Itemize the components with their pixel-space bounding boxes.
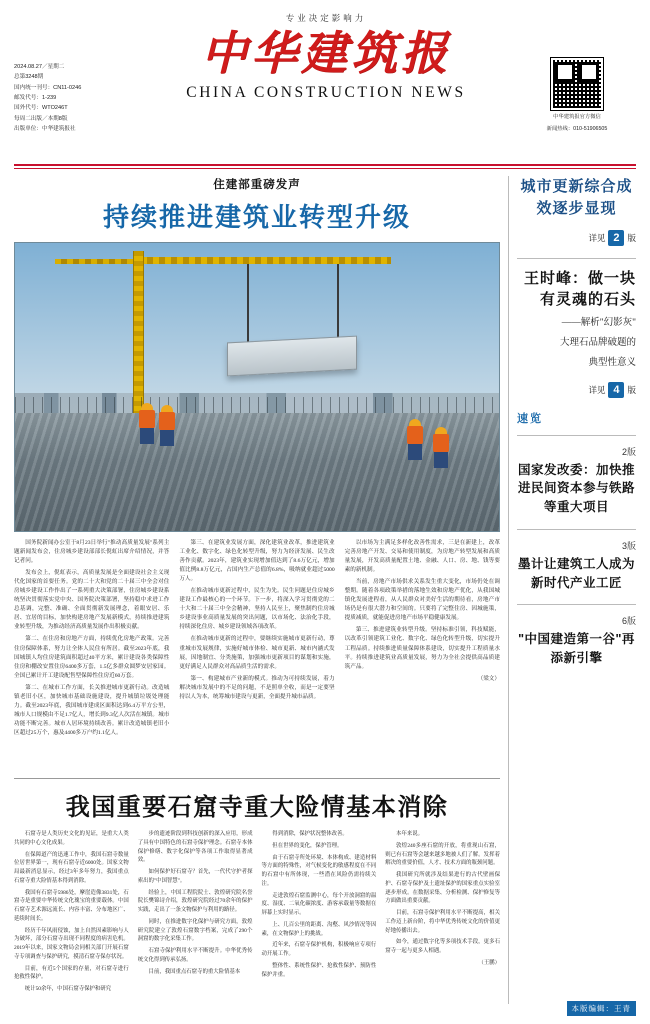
second-paragraph: 但在世界的变化，保护管理。 <box>272 842 343 849</box>
list-item[interactable] <box>517 539 636 593</box>
second-paragraph: 本年来说。 <box>396 831 424 837</box>
second-paragraph: 目前，我国重点石窟寺的重大险情基本 <box>148 968 241 975</box>
vest-shape <box>139 410 155 428</box>
brief-title: 国家发改委：加快推进民间资本参与铁路等重大项目 <box>517 462 635 515</box>
second-paragraph: 得到消除，保护状况整体改善。 <box>272 831 348 837</box>
masthead-info-line: 出版单位：中华建筑报社 <box>14 126 76 133</box>
second-paragraph: 经历千年风雨侵蚀，加上自然因素影响与人为破坏，部分石窟寺出现不同程度的病害危机。2019年以来，国家文物局会同相关部门开展石窟寺专项调查与保护研究，摸清石窟寺保存状况。 <box>14 927 129 960</box>
second-paragraph: 石窟寺是人类历史文化的见证，是重大人类共同的中心文化成果。 <box>14 831 129 846</box>
helmet-icon <box>409 419 421 426</box>
qr-caption-wechat: 中华建筑报官方微信 <box>553 114 601 120</box>
sidebar-divider <box>517 529 636 530</box>
ref-label: 详见 <box>588 384 606 395</box>
lead-paragraph: 在推动城市更新的过程中，要继续实施城市更新行动，尊重城市发展规律，实施好城市体检、城市更新、城市内涵式发展，因地制宜、分类施策，加强城市更新项目的谋划和实施，更好满足人民群众对高品质生活的需求。 <box>179 636 335 670</box>
lead-paragraph: 国务院新闻办公室于8月23日举行"推动高质量发展"系列主题新闻发布会，住房城乡建设部部长倪虹出席介绍情况，并答记者问。 <box>14 540 170 565</box>
lead-paragraph: 第二、在城市工作方面，长关推进城市更新行动。改造城镇老旧小区，加快城市基础设施建设，提升城镇垃圾处理能力。截至2023年底，我国城市建成区面积达到6.4万平方公里，城市人口规模由不足1.7亿人，增长到9.3亿人次活在城镇。城市功能不断完善。城市人居环境持续改善。累计改造城镇老旧小区超过25万个，惠及4400多万户约1.1亿人。 <box>14 684 170 736</box>
second-paragraph: 如何保护好石窟寺？首先，一代代守护者探索出的"中国智慧"。 <box>137 869 253 884</box>
brief-title: "中国建造第一谷"再添新引擎 <box>518 632 635 666</box>
masthead <box>14 10 636 160</box>
worker-figure <box>159 405 175 445</box>
lead-paragraph: 当前，房地产市场供求关系发生重大变化，市场仍处在调整期。随着各项政策举措的落地生效和房地产优化，从我国城镇化发展进程看，从人民群众对美好生活的期待看，房地产市场仍是有很大潜力和空间的。只要将了完整住房、因城施策，提质减质，就能促进房地产市场平稳健康发展。 <box>344 579 500 622</box>
lead-article-body <box>14 539 500 771</box>
second-paragraph: 目前，石窟寺保护利用水平不断提高，相关工作迈上新台阶，将中华优秀传统文化的价值更好地传播出去。 <box>385 910 500 934</box>
second-paragraph: 目前，有近5个国家的存量，对石窟寺进行抢救性保护。 <box>14 965 129 981</box>
helmet-icon <box>161 405 173 412</box>
masthead-subtitle: CHINA CONSTRUCTION NEWS <box>186 84 466 102</box>
legs-shape <box>408 444 422 460</box>
masthead-title: 中华建筑报 <box>201 28 451 79</box>
page-body <box>14 176 636 1004</box>
brief-page-number: 2版 <box>621 446 636 457</box>
sidebar-second-subline: ——解析"幻影灰" <box>561 318 636 328</box>
masthead-info-line: 国外代号：WTO246T <box>14 105 68 112</box>
worker-figure <box>139 403 155 443</box>
brief-page-number: 6版 <box>621 616 636 627</box>
vest-shape <box>159 412 175 430</box>
qr-caption-hotline: 新闻热线：010-51906505 <box>546 126 608 132</box>
lead-paragraph: 第三、在建筑业发展方面，深化建筑业改革，推进建筑业工业化、数字化、绿色化转型升级，努力为经济发展、民生改善作贡献。2023年，建筑业实现增加值达到了8.6万亿元，增加值比例8.8万亿元，占国内生产总值的6.8%，吸纳就业超过5000万人。 <box>179 540 335 583</box>
second-paragraph: 上、几百公里的距离、沟壑、风沙情况等因素，在文物保护上的挑战。 <box>261 921 377 937</box>
sidebar-second-subline: 大理石品牌破题的 <box>559 338 636 349</box>
list-item[interactable] <box>517 445 636 517</box>
lead-paragraph: 第二、在住房和房地产方面，持续优化房地产政策。完善住房保障体系，努力让全体人民住有所居。截至2023年底，我国城镇人均住房建筑面积超过40平方米，累计建设各类保障性住房和棚改安置住房6400多万套，1.5亿多群众圆梦安居家园。全国已累计开工建设配售型保障性住房近60万套。 <box>14 636 170 679</box>
lead-kicker: 住建部重磅发声 <box>213 179 301 191</box>
legs-shape <box>434 452 448 468</box>
lead-paragraph: 发布会上，倪虹表示，高质量发展是全面建设社会主义现代化国家的首要任务。党的二十大和党的二十届三中全会对住房城乡建设工作作出了一系列重大决策部署，住房城乡建设系统坚决贯彻落实党中央、国务院决策部署，坚持稳中求进工作总基调，完整、准确、全面贯彻新发展理念，着眼安居、乐居、宜居的目标，加快构建房地产发展新模式，持续推进建筑业转型升级，为推动经济高质量发展作出积极贡献。 <box>14 570 170 631</box>
masthead-info-line: 国内统一刊号：CN11-0246 <box>14 84 82 91</box>
lead-paragraph: 第一、构建城市产业新的模式。推动为可持续发展，着力解决城市发展中的不足的问题，不是照单全收，而是一定要坚持以人为本，统筹城市建设与更新，全面提升城市品质。 <box>179 675 335 700</box>
helmet-icon <box>141 403 153 410</box>
legs-shape <box>140 428 154 444</box>
sidebar-divider <box>517 604 636 605</box>
second-paragraph: 近年来，石窟寺保护机构，积极响应专项行动开展工作。 <box>261 942 377 957</box>
lead-headline: 持续推进建筑业转型升级 <box>102 202 411 232</box>
second-paragraph: 我国研究所就涉及结果进行的古代壁画保护、石窟寺保护及土遗址保护的国家重点实验室逐步形成。在数据采集、分析检测、保护修复等方面做出重要贡献。 <box>385 872 500 905</box>
crane-jib <box>141 257 391 264</box>
sidebar-divider <box>517 435 636 436</box>
photo-deck <box>15 413 499 531</box>
lead-article-column <box>179 539 334 771</box>
helmet-icon <box>435 427 447 434</box>
masthead-rule-thick <box>14 164 636 166</box>
brief-title: 墨计让建筑工人成为新时代产业工匠 <box>517 556 635 590</box>
masthead-qr-block <box>518 10 636 134</box>
sidebar-top-page-ref[interactable] <box>517 230 636 246</box>
sidebar-second-page-ref[interactable] <box>517 382 636 398</box>
masthead-rule-thin <box>14 168 636 169</box>
vest-shape <box>407 426 423 444</box>
second-paragraph: 步的遗迹阶段到科技创新的深入应用，形成了具有中国特色的石窟寺保护理念。石窟寺本体保护修缮、数字化保护等各项工作取得显著成效。 <box>137 831 253 864</box>
masthead-info-line: 邮发代号：1-239 <box>14 95 57 102</box>
brief-page-number: 3版 <box>621 540 636 551</box>
masthead-info-line: 总第3248期 <box>14 74 44 81</box>
masthead-publication-info <box>14 10 134 134</box>
lead-byline: （梁文） <box>477 675 500 682</box>
ref-suffix: 版 <box>627 232 636 243</box>
sidebar-second-headline[interactable]: 王时峰：做一块有灵魂的石头 <box>523 269 636 309</box>
crane-cable <box>337 264 339 342</box>
lead-photo <box>14 242 500 532</box>
second-paragraph: 在保障道产的迅速工作中，我国石窟寺数量位居世界第一，现有石窟寺近6000处。国家文物局最新消息显示，经过3年多年努力，我国重点石窟寺重大险情基本得到消除。 <box>14 851 129 884</box>
page-number-badge: 4 <box>608 382 624 398</box>
sidebar-top-headline[interactable]: 城市更新综合成效逐步显现 <box>520 178 633 217</box>
qr-code-icon[interactable] <box>551 58 603 110</box>
main-column <box>14 176 500 1004</box>
sidebar-second-subline: 典型性意义 <box>588 358 636 369</box>
worker-figure <box>433 427 449 467</box>
second-headline: 我国重要石窟寺重大险情基本消除 <box>65 794 449 821</box>
second-paragraph: 如今，通过数字化等多项技术手段，更多石窟寺一起与更多人相遇。 <box>385 939 500 954</box>
lead-paragraph: 第三、推进建筑业转型升级。坚持标准引领，科技赋能，以改革引领建筑工业化、数字化、绿色化转型升级，切实提升工程品质。持续推进质量保障体系建设，切实提升工程质量水平。持续推进建筑业高质量发展，努力为全社会提供高品质建筑产品。 <box>344 627 500 670</box>
lead-article-column <box>345 539 500 771</box>
crane-cable <box>247 264 249 342</box>
lifted-concrete-panel <box>227 336 357 377</box>
masthead-info-line: 每周二出版／本期8版 <box>14 115 68 122</box>
section-divider <box>14 778 500 779</box>
masthead-center <box>134 10 518 102</box>
page-editor-credit: 本版编辑：王青 <box>567 1001 637 1016</box>
second-article-body <box>14 830 500 1000</box>
second-paragraph: 统计50余年，中国石窟寺保护和研究 <box>24 986 112 992</box>
second-paragraph: 走进敦煌石窟监测中心，每个开放洞窟的温度、湿度、二氧化碳浓度、游客承载量等数据在屏幕上实时显示。 <box>261 892 377 916</box>
second-paragraph: 经验上，中国工程院院士、敦煌研究院名誉院长樊锦诗介绍，敦煌研究院经过70余年的保护实践，走出了一条文物保护与利用的路径。 <box>137 889 253 913</box>
sidebar-brief-section-label: 速览 <box>517 412 543 425</box>
second-paragraph: 由于石窟寺所处环境、本体构成、建造材料等方面的特殊性，对气候变化的敏感程度在不同的石窟中有所体现，一些潜在风险仍需持续关注。 <box>261 854 377 887</box>
second-paragraph: 石窟寺保护利用水平不断提升。中华优秀传统文化得到传承弘扬。 <box>137 948 253 963</box>
lead-article-column <box>14 539 169 771</box>
masthead-info-line: 2024.08.27／星期二 <box>14 64 65 70</box>
second-article-column <box>138 830 253 1000</box>
second-article-column <box>262 830 377 1000</box>
sidebar <box>508 176 636 1004</box>
second-article-column <box>14 830 129 1000</box>
worker-figure <box>407 419 423 459</box>
second-paragraph: 我国有石窟寺5986处，摩崖造像3831处，石窟寺是重要中华传统文化瑰宝的重要载体。中国石窟寺艺术源远流长、内容丰富、分布地区广、延续时间长。 <box>14 889 129 922</box>
second-article-column <box>385 830 500 1000</box>
second-byline: （王鹏） <box>478 959 500 966</box>
second-paragraph: 整体性、系统性保护、抢救性保护、预防性保护并重。 <box>261 962 377 978</box>
crane-counter-jib <box>55 259 143 264</box>
second-paragraph: 同时，在推进数字化保护与研究方面，敦煌研究院建立了敦煌石窟数字档案，完成了290个洞窟的数字化采集工作。 <box>137 918 253 943</box>
lead-paragraph: 以市场为主满足多样化改善性需求，三是在新建上，改革完善房地产开发、交易和使用制度，为房地产转型发展和高质量发展，开发高质量配置土地、金融、人口、房、地、钱等要素的新机制。 <box>344 540 500 574</box>
masthead-slogan: 专业决定影响力 <box>285 13 367 23</box>
second-paragraph: 敦煌240多座石窟的开放，将重现山石窟，则已有石窟等会越来越多地被人们了解。发挥着解决的重要价值，人才、技术方面的瓶颈问题。 <box>385 842 500 867</box>
ref-label: 详见 <box>588 232 606 243</box>
vest-shape <box>433 434 449 452</box>
ref-suffix: 版 <box>627 384 636 395</box>
lead-paragraph: 在推动城市更新过程中，民生为先。民生问题是住房城乡建设工作最核心的一个环节。下一步，将深入学习贯彻党的二十大和二十届三中全会精神，坚持人民至上，聚焦制约住房城乡建设事业高质量发展的突出问题，以市场化、法治化手段，持续深化住房、城乡建设领域各项改革。 <box>179 588 335 631</box>
list-item[interactable] <box>517 614 636 668</box>
legs-shape <box>160 430 174 446</box>
sidebar-divider <box>517 258 636 259</box>
page-number-badge: 2 <box>608 230 624 246</box>
